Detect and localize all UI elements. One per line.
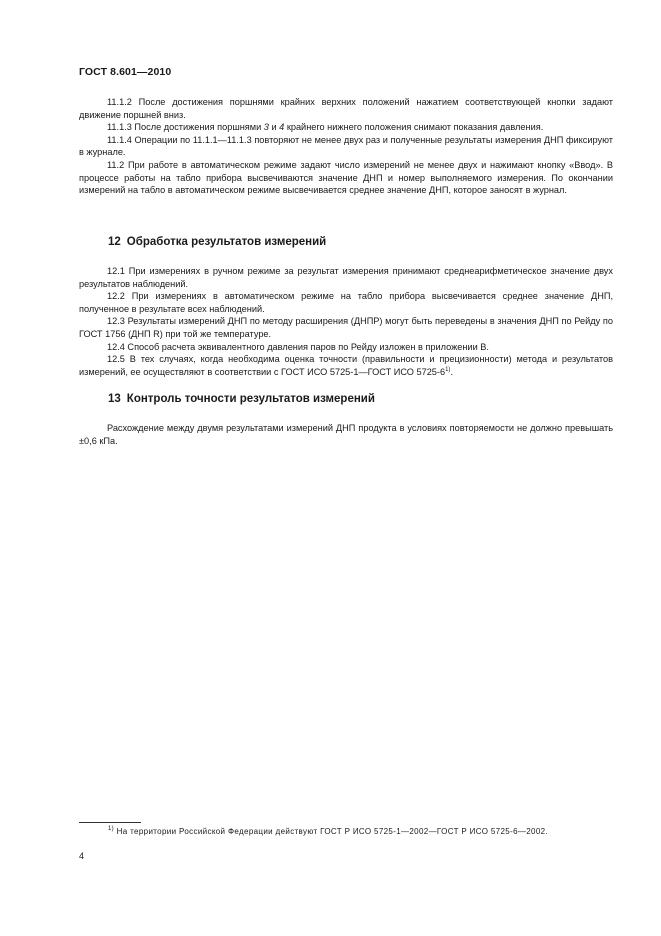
footnote: $^{1)}$ На территории Российской Федерации действуют ГОСТ Р ИСО 5725-1—2002—ГОСТ Р ИСО 5725-6—2002. bbox=[108, 826, 548, 836]
section-12-heading: 12 Обработка результатов измерений bbox=[108, 236, 327, 248]
footnote-reference: 1) bbox=[445, 366, 451, 373]
page-number: 4 bbox=[79, 851, 85, 861]
paragraph-12-2: 12.2 При измерениях в автоматическом режиме на табло прибора высвечивается среднее значение ДНП, полученное в результате всех наблюдений. bbox=[79, 291, 613, 314]
paragraph-13: Расхождение между двумя результатами измерений ДНП продукта в условиях повторяемости не должно превышать ±0,6 кПа. bbox=[79, 423, 613, 446]
paragraph-12-4: 12.4 Способ расчета эквивалентного давления паров по Рейду изложен в приложении В. bbox=[107, 341, 489, 352]
paragraph-11-2: 11.2 При работе в автоматическом режиме задают число измерений не менее двух и нажимают кнопку «Ввод». В процессе работы на табло прибора высвечиваются значение ДНП и номер выполняемого измерения. По окончании измерений на табло в автоматическом режиме высвечивается среднее значение ДНП, которое заносят в журнал. bbox=[79, 159, 613, 196]
paragraph-11-1-4: 11.1.4 Операции по 11.1.1—11.1.3 повторяют не менее двух раз и полученные результаты измерения ДНП фиксируют в журнале. bbox=[79, 134, 613, 158]
paragraph-11-1-2: 11.1.2 После достижения поршнями крайних верхних положений нажатием соответствующей кнопки задают движение поршней вниз. bbox=[79, 97, 613, 120]
footnote-mark: 1) bbox=[108, 826, 115, 832]
document-header: ГОСТ 8.601—2010 bbox=[79, 66, 172, 78]
paragraph-12-1: 12.1 При измерениях в ручном режиме за результат измерения принимают среднеарифметическое значение двух результатов наблюдений. bbox=[79, 266, 613, 289]
footnote-divider bbox=[79, 822, 141, 823]
section-12-body bbox=[79, 265, 613, 378]
section-13-heading: 13 Контроль точности результатов измерений bbox=[108, 393, 375, 405]
paragraph-12-5: 12.5 В тех случаях, когда необходима оценка точности (правильности и прецизионности) метода и результатов измерений, ее осуществляют в соответствии с ГОСТ ИСО 5725-1—ГОСТ ИСО 5725-6$^{1)}$. bbox=[79, 354, 613, 377]
section-11-continuation bbox=[79, 96, 613, 197]
paragraph-11-1-3: 11.1.3 После достижения поршнями 3 и 4 крайнего нижнего положения снимают показания давления. bbox=[107, 122, 544, 133]
section-13-body bbox=[79, 422, 613, 447]
paragraph-12-3: 12.3 Результаты измерений ДНП по методу расширения (ДНПР) могут быть переведены в значения ДНП по Рейду по ГОСТ 1756 (ДНП R) при той же температуре. bbox=[79, 316, 613, 339]
